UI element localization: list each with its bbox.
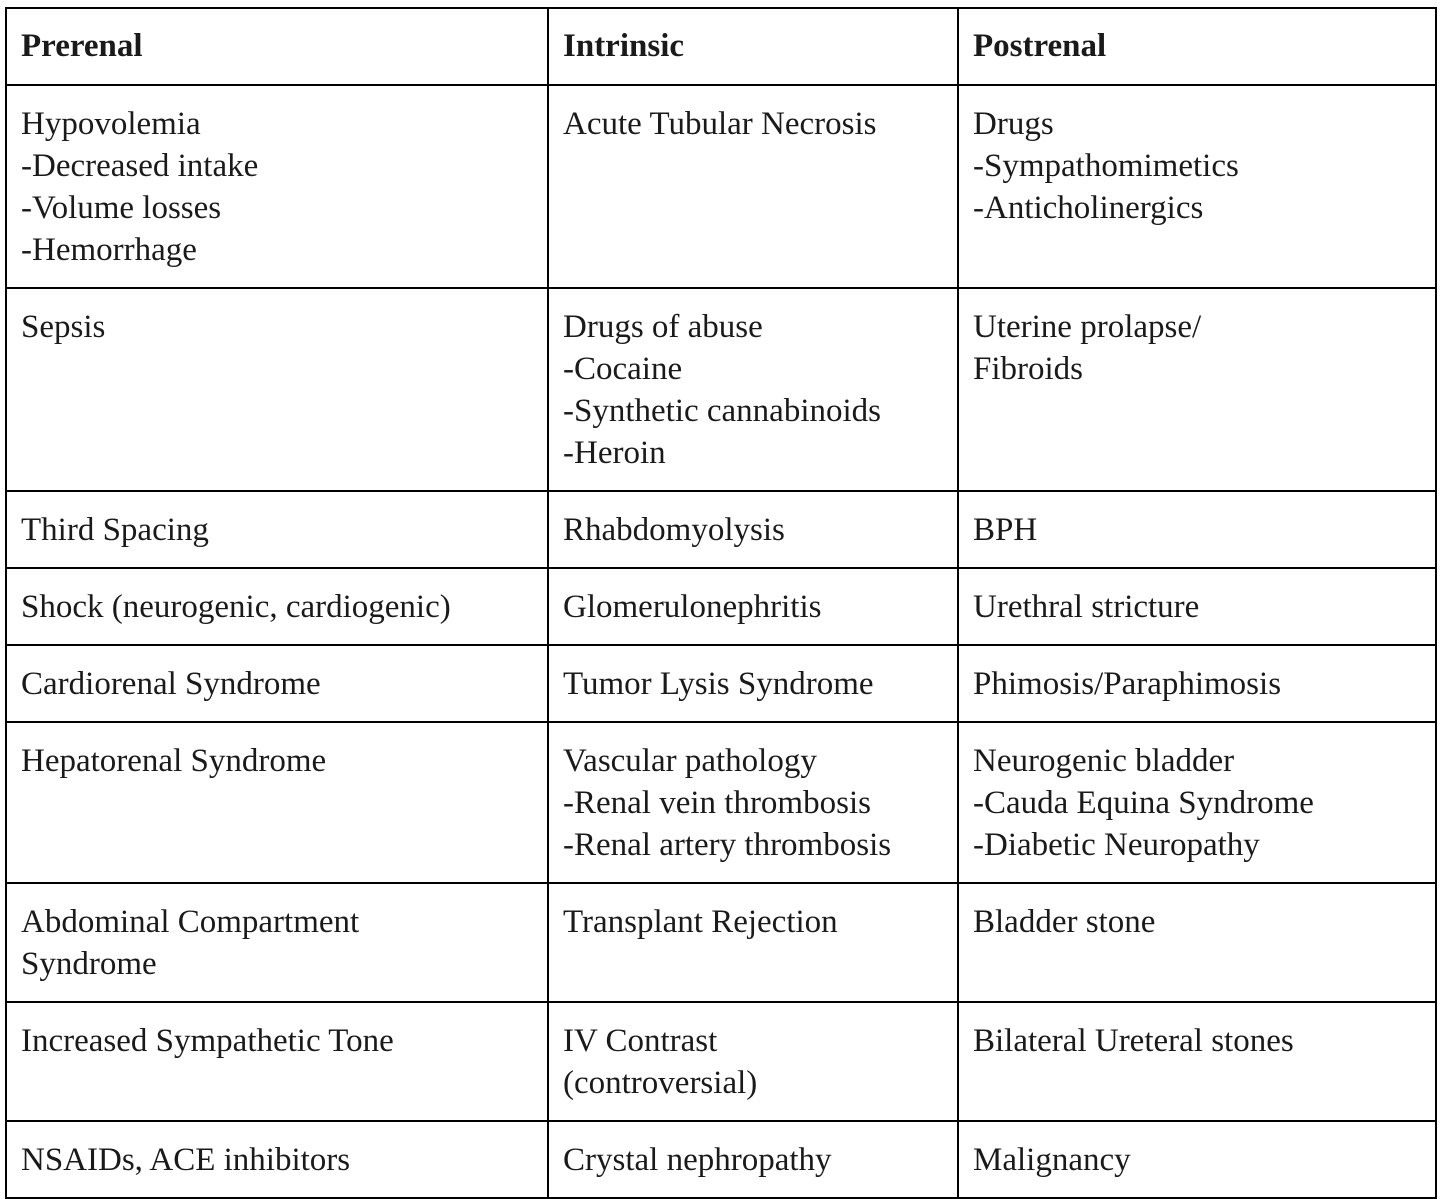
table-row xyxy=(6,645,1436,722)
cell-prerenal: NSAIDs, ACE inhibitors xyxy=(6,1121,548,1198)
cell-postrenal: BPH xyxy=(958,491,1436,568)
cell-prerenal: Shock (neurogenic, cardiogenic) xyxy=(6,568,548,645)
cell-intrinsic: Crystal nephropathy xyxy=(548,1121,958,1198)
cell-postrenal: Bladder stone xyxy=(958,883,1436,1002)
cell-intrinsic: IV Contrast (controversial) xyxy=(548,1002,958,1121)
cell-intrinsic: Vascular pathology -Renal vein thrombosis -Renal artery thrombosis xyxy=(548,722,958,883)
cell-postrenal: Drugs -Sympathomimetics -Anticholinergics xyxy=(958,85,1436,288)
aki-causes-table xyxy=(5,7,1437,1199)
cell-postrenal: Neurogenic bladder -Cauda Equina Syndrome -Diabetic Neuropathy xyxy=(958,722,1436,883)
cell-postrenal: Phimosis/Paraphimosis xyxy=(958,645,1436,722)
table-row xyxy=(6,883,1436,1002)
cell-prerenal: Abdominal Compartment Syndrome xyxy=(6,883,548,1002)
cell-prerenal: Third Spacing xyxy=(6,491,548,568)
cell-intrinsic: Transplant Rejection xyxy=(548,883,958,1002)
cell-intrinsic: Rhabdomyolysis xyxy=(548,491,958,568)
table-row xyxy=(6,568,1436,645)
cell-postrenal: Malignancy xyxy=(958,1121,1436,1198)
table-row xyxy=(6,1002,1436,1121)
cell-intrinsic: Glomerulonephritis xyxy=(548,568,958,645)
table-row xyxy=(6,85,1436,288)
cell-intrinsic: Tumor Lysis Syndrome xyxy=(548,645,958,722)
cell-prerenal: Cardiorenal Syndrome xyxy=(6,645,548,722)
table-row xyxy=(6,491,1436,568)
cell-prerenal: Increased Sympathetic Tone xyxy=(6,1002,548,1121)
cell-prerenal: Hepatorenal Syndrome xyxy=(6,722,548,883)
cell-postrenal: Bilateral Ureteral stones xyxy=(958,1002,1436,1121)
table-row xyxy=(6,288,1436,491)
cell-postrenal: Uterine prolapse/ Fibroids xyxy=(958,288,1436,491)
cell-intrinsic: Acute Tubular Necrosis xyxy=(548,85,958,288)
header-row xyxy=(6,8,1436,85)
cell-intrinsic: Drugs of abuse -Cocaine -Synthetic cannabinoids -Heroin xyxy=(548,288,958,491)
cell-prerenal: Hypovolemia -Decreased intake -Volume losses -Hemorrhage xyxy=(6,85,548,288)
cell-prerenal: Sepsis xyxy=(6,288,548,491)
header-prerenal: Prerenal xyxy=(6,8,548,85)
cell-postrenal: Urethral stricture xyxy=(958,568,1436,645)
header-postrenal: Postrenal xyxy=(958,8,1436,85)
table-row xyxy=(6,1121,1436,1198)
header-intrinsic: Intrinsic xyxy=(548,8,958,85)
table-row xyxy=(6,722,1436,883)
